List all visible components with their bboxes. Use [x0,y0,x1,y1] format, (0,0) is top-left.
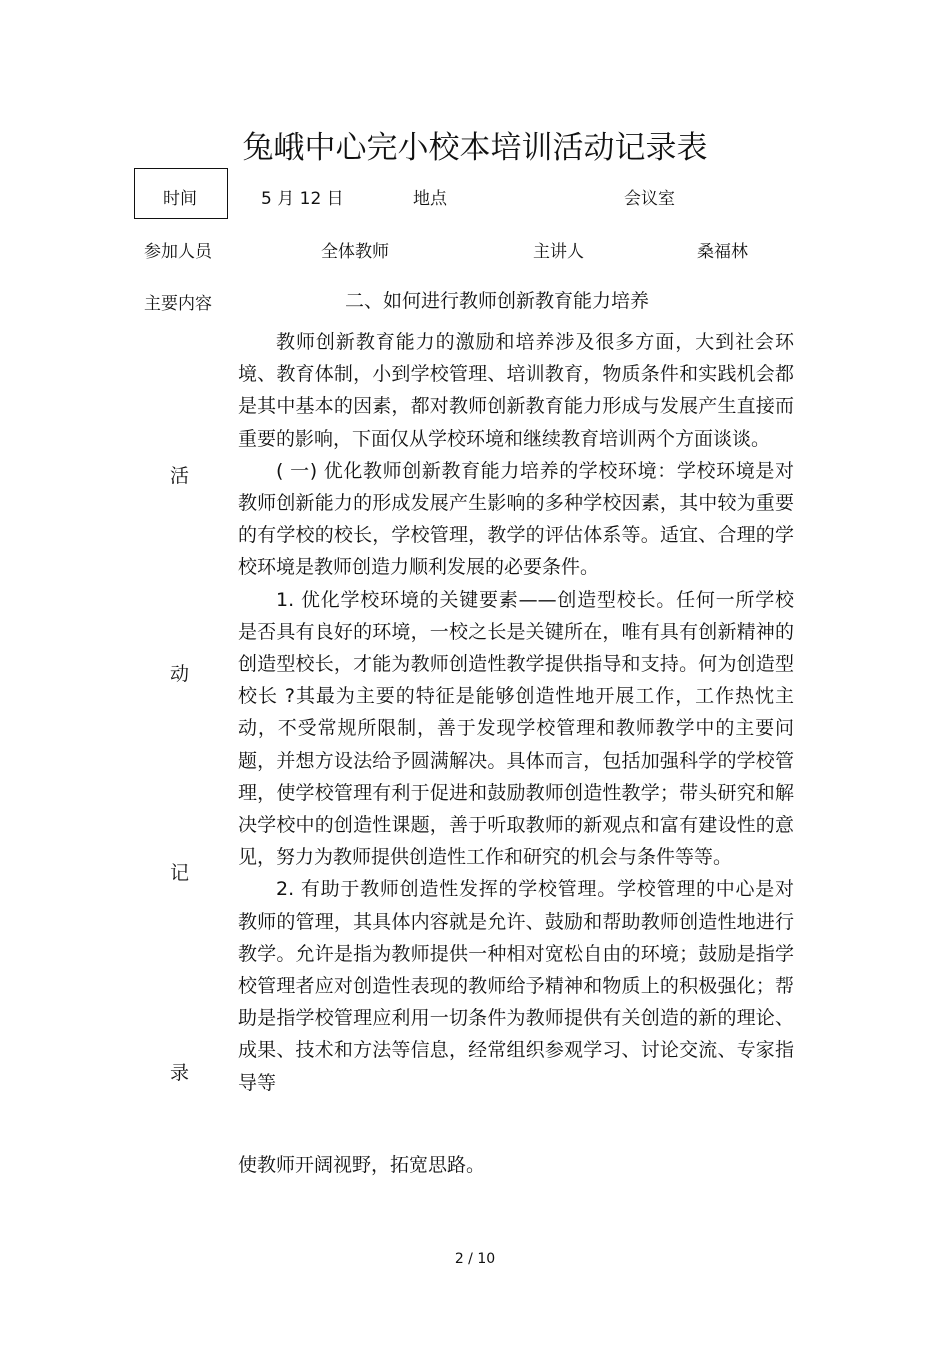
record-body [238,326,794,1099]
paragraph-2: ( 一) 优化教师创新教育能力培养的学校环境：学校环境是对教师创新能力的形成发展产生影响的多种学校因素，其中较为重要的有学校的校长，学校管理，教学的评估体系等。适宜、合理的学校环境是教师创造力顺利发展的必要条件。 [238,459,794,579]
content-label: 主要内容 [144,294,212,314]
participants-value: 全体教师 [321,242,389,262]
side-label-dong: 动 [170,663,190,685]
place-label: 地点 [413,189,447,209]
time-label: 时间 [163,189,197,209]
time-value: 5 月 12 日 [261,189,344,209]
page-number: 2 / 10 [454,1251,496,1267]
participants-label: 参加人员 [144,242,212,262]
side-label-lu: 录 [170,1062,190,1084]
page-title: 兔峨中心完小校本培训活动记录表 [242,130,708,166]
place-value: 会议室 [624,189,675,209]
speaker-label: 主讲人 [533,242,584,262]
paragraph-1: 教师创新教育能力的激励和培养涉及很多方面，大到社会环境、教育体制，小到学校管理、培训教育，物质条件和实践机会都是其中基本的因素，都对教师创新教育能力形成与发展产生直接而重要的影响，下面仅从学校环境和继续教育培训两个方面谈谈。 [238,331,794,450]
paragraph-3: 1. 优化学校环境的关键要素——创造型校长。任何一所学校是否具有良好的环境，一校之长是关键所在，唯有具有创新精神的创造型校长，才能为教师创造性教学提供指导和支持。何为创造型校长 ?其最为主要的特征是能够创造性地开展工作，工作热忱主动，不受常规所限制，善于发现学校管理和教师教学中的主要问题，并想方设法给予圆满解决。具体而言，包括加强科学的学校管理，使学校管理有利于促进和鼓励教师创造性教学；带头研究和解决学校中的创造性课题，善于听取教师的新观点和富有建设性的意见，努力为教师提供创造性工作和研究的机会与条件等等。 [238,588,794,869]
speaker-value: 桑福林 [697,242,748,262]
paragraph-4: 2. 有助于教师创造性发挥的学校管理。学校管理的中心是对教师的管理，其具体内容就是允许、鼓励和帮助教师创造性地进行教学。允许是指为教师提供一种相对宽松自由的环境；鼓励是指学校管理者应对创造性表现的教师给予精神和物质上的积极强化；帮助是指学校管理应利用一切条件为教师提供有关创造的新的理论、成果、技术和方法等信息，经常组织参观学习、讨论交流、专家指导等 [238,878,794,1094]
side-label-huo: 活 [170,465,190,487]
content-title: 二、如何进行教师创新教育能力培养 [345,290,650,312]
side-label-ji: 记 [170,862,190,884]
paragraph-4-ending: 使教师开阔视野，拓宽思路。 [238,1154,486,1176]
